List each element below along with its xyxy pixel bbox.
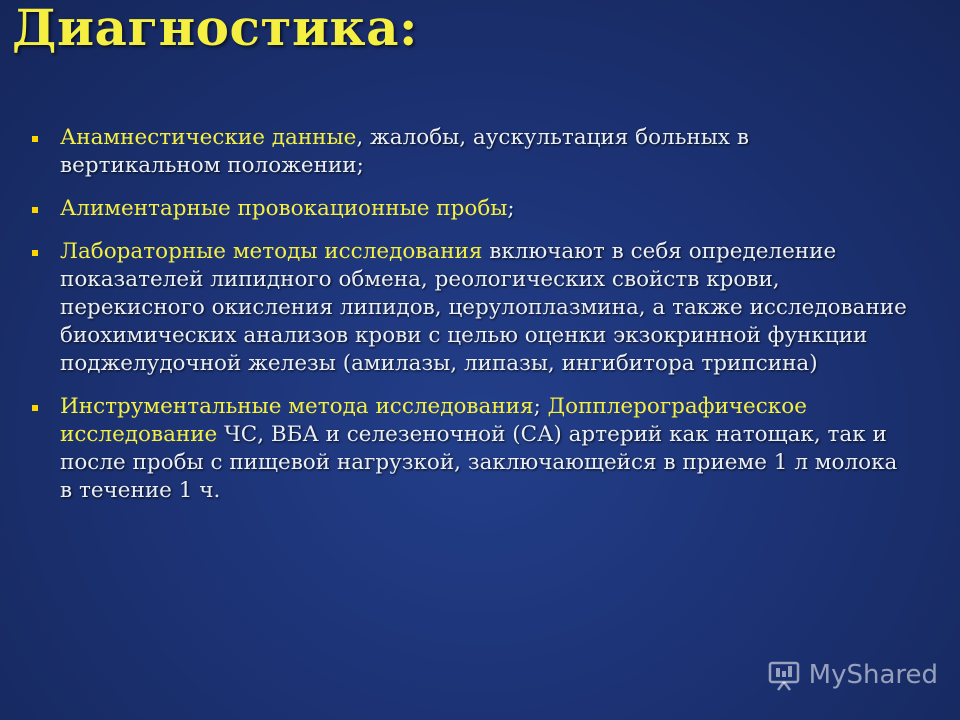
bullet-item-anamnesis	[30, 124, 910, 180]
bullet-item-alimentary-tests	[30, 195, 910, 223]
bullet-item-lab-methods	[30, 238, 910, 378]
presentation-board-icon	[767, 658, 801, 692]
bullet-text: , жалобы, аускультация больных в вертикальном положении;	[60, 125, 749, 178]
bullet-highlight: Алиментарные провокационные пробы	[60, 196, 508, 221]
watermark	[767, 658, 938, 692]
bullet-marker-icon	[32, 207, 38, 213]
bullet-item-instrumental-methods	[30, 393, 910, 505]
slide-title: Диагностика:	[12, 0, 418, 57]
bullet-text: ЧС, ВБА и селезеночной (СА) артерий как натощак, так и после пробы с пищевой нагрузкой, заключающейся в приеме 1 л молока в течение 1 ч.	[60, 422, 898, 503]
bullet-highlight: Анамнестические данные	[60, 125, 357, 150]
bullet-text: включают в себя определение показателей липидного обмена, реологических свойств крови, перекисного окисления липидов, церулоплазмина, а также исследование биохимических анализов крови с целью оценки экзокринной функции поджелудочной железы (амилазы, липазы, ингибитора трипсина)	[60, 239, 907, 376]
bullet-marker-icon	[32, 250, 38, 256]
bullet-list	[30, 124, 910, 520]
watermark-text: MyShared	[808, 660, 938, 690]
bullet-marker-icon	[32, 136, 38, 142]
bullet-text: ;	[533, 394, 548, 419]
bullet-highlight: Допплерографическое исследование	[60, 394, 807, 447]
bullet-highlight: Инструментальные метода исследования	[60, 394, 534, 419]
bullet-marker-icon	[32, 405, 38, 411]
bullet-text: ;	[507, 196, 515, 221]
bullet-highlight: Лабораторные методы исследования	[60, 239, 483, 264]
